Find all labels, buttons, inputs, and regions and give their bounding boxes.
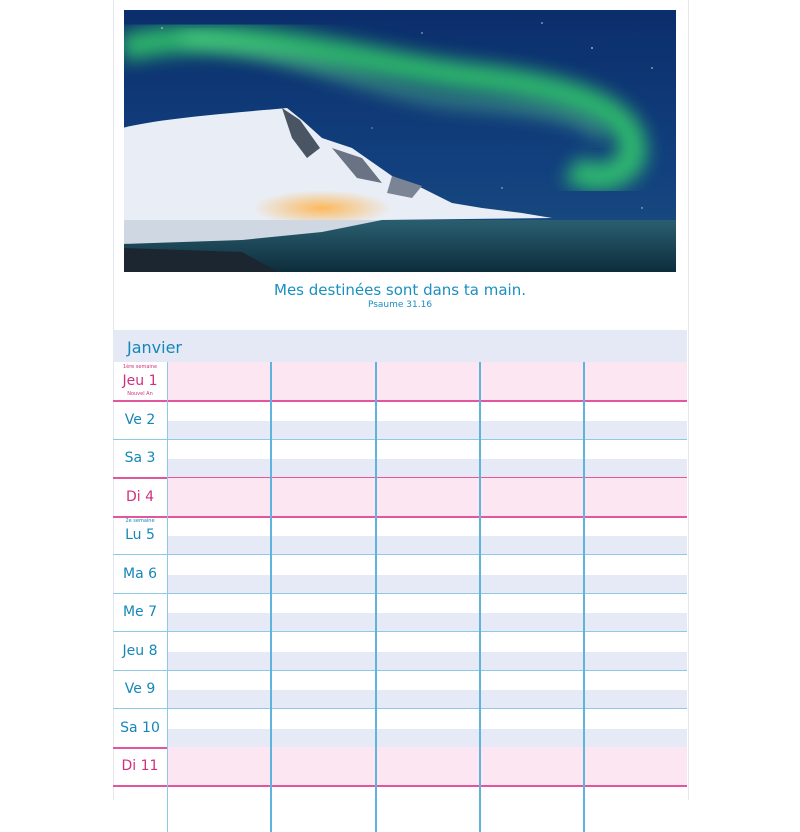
month-label: Janvier xyxy=(127,338,182,357)
bible-quote: Mes destinées sont dans ta main. xyxy=(274,281,526,299)
day-label: Ve 9 xyxy=(124,681,156,697)
day-cell xyxy=(113,670,167,708)
day-entry-cell[interactable] xyxy=(270,709,375,747)
day-entry-cell[interactable] xyxy=(479,632,583,670)
day-cell xyxy=(113,439,167,477)
cell-band xyxy=(479,498,583,516)
day-entry-cell[interactable] xyxy=(270,478,375,516)
cell-band xyxy=(270,498,375,516)
cell-band xyxy=(270,767,375,785)
bible-reference: Psaume 31.16 xyxy=(367,300,433,310)
cell-band xyxy=(167,613,270,631)
cell-band xyxy=(583,498,687,516)
cell-band xyxy=(479,652,583,670)
day-entry-cell[interactable] xyxy=(270,516,375,554)
cell-band xyxy=(375,767,479,785)
cell-band xyxy=(167,459,270,477)
column-divider xyxy=(479,362,481,832)
cell-band xyxy=(375,536,479,554)
cell-band xyxy=(479,536,583,554)
day-row xyxy=(113,632,687,671)
cell-band xyxy=(167,767,270,785)
day-row xyxy=(113,709,687,749)
day-label: Jeu 8 xyxy=(122,642,158,659)
day-entry-cell[interactable] xyxy=(583,439,687,477)
day-entry-cell[interactable] xyxy=(167,747,270,785)
day-entry-cell[interactable] xyxy=(375,401,479,439)
cell-band xyxy=(479,459,583,477)
cell-band xyxy=(479,382,583,400)
day-entry-cell[interactable] xyxy=(375,516,479,554)
cell-band xyxy=(167,536,270,554)
day-entry-cell[interactable] xyxy=(375,632,479,670)
day-entry-cell[interactable] xyxy=(479,478,583,516)
day-entry-cell[interactable] xyxy=(167,516,270,554)
cell-band xyxy=(375,382,479,400)
cell-band xyxy=(583,613,687,631)
week-number-note: 2e semaine xyxy=(125,518,155,524)
cell-band xyxy=(375,690,479,708)
day-entry-cell[interactable] xyxy=(583,747,687,785)
day-entry-cell[interactable] xyxy=(583,670,687,708)
day-label: Sa 3 xyxy=(124,450,156,466)
day-entry-cell[interactable] xyxy=(375,555,479,593)
day-entry-cell[interactable] xyxy=(479,670,583,708)
day-cell xyxy=(113,747,167,785)
cell-band xyxy=(375,498,479,516)
cell-band xyxy=(375,459,479,477)
day-entry-cell[interactable] xyxy=(583,593,687,631)
cell-band xyxy=(270,613,375,631)
month-header xyxy=(113,330,687,362)
day-entry-cell[interactable] xyxy=(375,670,479,708)
day-label: Di 4 xyxy=(125,488,155,505)
day-entry-cell[interactable] xyxy=(167,709,270,747)
cell-band xyxy=(167,652,270,670)
day-label: Ma 6 xyxy=(122,565,157,582)
day-entry-cell[interactable] xyxy=(479,709,583,747)
day-entry-cell[interactable] xyxy=(270,439,375,477)
day-entry-cell[interactable] xyxy=(270,670,375,708)
day-cell xyxy=(113,593,167,631)
day-entry-cell[interactable] xyxy=(167,362,270,400)
day-cell xyxy=(113,632,167,670)
cell-band xyxy=(583,575,687,593)
cell-band xyxy=(270,652,375,670)
column-divider xyxy=(583,362,585,832)
day-entry-cell[interactable] xyxy=(270,747,375,785)
cell-band xyxy=(479,575,583,593)
day-cell xyxy=(113,516,167,554)
day-row xyxy=(113,478,687,518)
day-entry-cell[interactable] xyxy=(583,478,687,516)
column-divider xyxy=(270,362,272,832)
day-entry-cell[interactable] xyxy=(167,670,270,708)
cell-band xyxy=(167,729,270,747)
holiday-note: Nouvel An xyxy=(127,391,153,397)
cell-band xyxy=(270,575,375,593)
cell-band xyxy=(270,690,375,708)
day-row xyxy=(113,555,687,594)
day-row xyxy=(113,593,687,632)
day-entry-cell[interactable] xyxy=(270,555,375,593)
day-entry-cell[interactable] xyxy=(583,401,687,439)
day-label: Sa 10 xyxy=(120,719,160,736)
day-entry-cell[interactable] xyxy=(375,747,479,785)
cell-band xyxy=(167,382,270,400)
day-entry-cell[interactable] xyxy=(479,439,583,477)
day-entry-cell[interactable] xyxy=(479,401,583,439)
day-column-divider xyxy=(167,362,168,832)
day-entry-cell[interactable] xyxy=(375,362,479,400)
day-entry-cell[interactable] xyxy=(167,439,270,477)
day-cell xyxy=(113,401,167,439)
day-entry-cell[interactable] xyxy=(270,401,375,439)
day-entry-cell[interactable] xyxy=(167,632,270,670)
day-entry-cell[interactable] xyxy=(479,747,583,785)
day-entry-cell[interactable] xyxy=(583,709,687,747)
day-entry-cell[interactable] xyxy=(270,362,375,400)
column-divider xyxy=(375,362,377,832)
day-entry-cell[interactable] xyxy=(479,555,583,593)
day-entry-cell[interactable] xyxy=(270,632,375,670)
day-entry-cell[interactable] xyxy=(583,555,687,593)
day-entry-cell[interactable] xyxy=(479,362,583,400)
cell-band xyxy=(270,729,375,747)
cell-band xyxy=(167,690,270,708)
day-entry-cell[interactable] xyxy=(583,632,687,670)
cell-band xyxy=(270,382,375,400)
cell-band xyxy=(167,421,270,439)
cell-band xyxy=(270,536,375,554)
day-entry-cell[interactable] xyxy=(270,593,375,631)
cell-band xyxy=(270,421,375,439)
day-label: Di 11 xyxy=(121,758,159,774)
cell-band xyxy=(583,767,687,785)
cell-band xyxy=(375,652,479,670)
day-row xyxy=(113,401,687,440)
day-label: Lu 5 xyxy=(125,527,155,543)
day-entry-cell[interactable] xyxy=(167,555,270,593)
day-entry-cell[interactable] xyxy=(375,709,479,747)
cell-band xyxy=(583,690,687,708)
day-row xyxy=(113,747,687,787)
day-entry-cell[interactable] xyxy=(167,401,270,439)
day-entry-cell[interactable] xyxy=(167,593,270,631)
cell-band xyxy=(583,382,687,400)
cell-band xyxy=(270,459,375,477)
cell-band xyxy=(479,613,583,631)
cell-band xyxy=(583,459,687,477)
cell-band xyxy=(375,729,479,747)
day-cell xyxy=(113,478,167,516)
cell-band xyxy=(479,767,583,785)
day-entry-cell[interactable] xyxy=(375,478,479,516)
day-entry-cell[interactable] xyxy=(167,478,270,516)
day-row xyxy=(113,362,687,402)
cell-band xyxy=(479,690,583,708)
cell-band xyxy=(479,729,583,747)
day-entry-cell[interactable] xyxy=(583,516,687,554)
day-entry-cell[interactable] xyxy=(583,362,687,400)
day-label: Me 7 xyxy=(122,604,158,620)
cell-band xyxy=(375,613,479,631)
day-row xyxy=(113,516,687,555)
cell-band xyxy=(375,421,479,439)
cell-band xyxy=(167,498,270,516)
cell-band xyxy=(583,729,687,747)
aurora-mountain-image xyxy=(122,8,678,274)
day-cell xyxy=(113,709,167,747)
day-entry-cell[interactable] xyxy=(479,516,583,554)
week-number-note: 1ère semaine xyxy=(122,364,158,370)
cell-band xyxy=(583,536,687,554)
day-cell xyxy=(113,555,167,593)
cell-band xyxy=(375,575,479,593)
day-row xyxy=(113,439,687,479)
day-entry-cell[interactable] xyxy=(479,593,583,631)
cell-band xyxy=(479,421,583,439)
cell-band xyxy=(167,575,270,593)
cell-band xyxy=(583,652,687,670)
day-label: Ve 2 xyxy=(124,411,156,428)
day-row xyxy=(113,670,687,709)
day-cell xyxy=(113,362,167,400)
day-label: Jeu 1 xyxy=(122,373,158,389)
cell-band xyxy=(583,421,687,439)
day-entry-cell[interactable] xyxy=(375,439,479,477)
day-entry-cell[interactable] xyxy=(375,593,479,631)
